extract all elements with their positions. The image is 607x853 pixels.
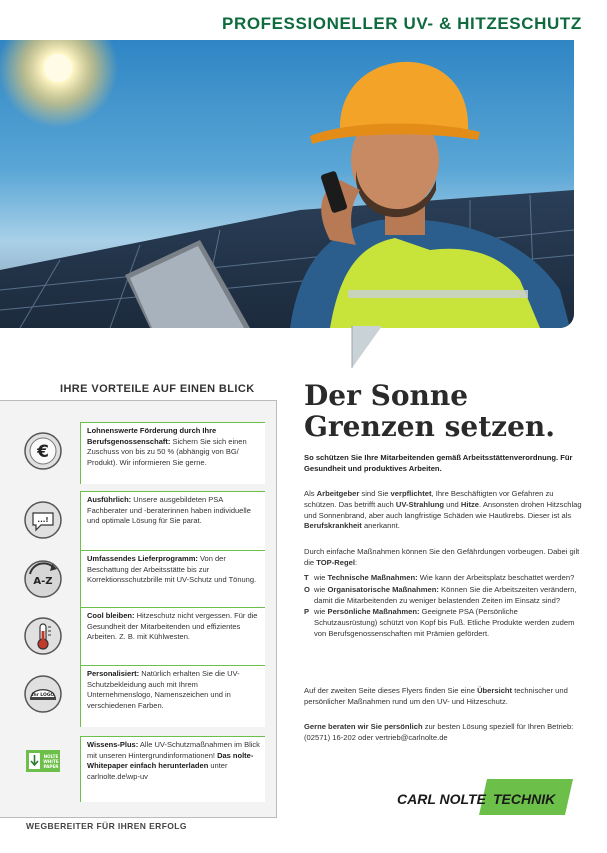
whitepaper-url[interactable]: unter carlnolte.de\wp-uv bbox=[87, 761, 228, 781]
top-item-technical: T wie Technische Maßnahmen: Wie kann der Arbeitsplatz beschattet werden? bbox=[304, 573, 575, 582]
whitepaper-download-icon bbox=[24, 746, 62, 784]
svg-text:€: € bbox=[37, 442, 49, 462]
headline bbox=[304, 380, 555, 442]
svg-text:TECHNIK: TECHNIK bbox=[493, 791, 556, 807]
svg-text:...!: ...! bbox=[37, 516, 49, 524]
benefit-heading: Lohnenswerte Förderung durch Ihre Berufsgenossenschaft: bbox=[87, 426, 217, 446]
benefit-heading: Ausführlich: bbox=[87, 495, 132, 504]
benefit-heading: Wissens-Plus: bbox=[87, 740, 139, 749]
benefit-heading: Cool bleiben: bbox=[87, 611, 135, 620]
top-item-personal: P wie Persönliche Maßnahmen: Geeignete PSA (Persönliche Schutzausrüstung) schützt von Kopf bis Fuß. Etliche Produkte werden zudem von Berufsgenossenschaften mit Prämien gefördert. bbox=[304, 607, 575, 638]
benefit-card bbox=[80, 422, 265, 484]
logo-cap-icon bbox=[24, 675, 62, 713]
top-rule-list bbox=[304, 573, 582, 641]
paragraph-overview: Auf der zweiten Seite dieses Flyers finden Sie eine Übersicht technischer und persönlicher Maßnahmen rund um den UV- und Hitzeschutz. bbox=[304, 686, 568, 706]
hero-speech-tail bbox=[350, 326, 384, 370]
euro-coin-icon bbox=[24, 432, 62, 470]
whitepaper-download-text: Das nolte-Whitepaper einfach herunterladen bbox=[87, 750, 254, 771]
benefit-item-personalized bbox=[0, 665, 277, 735]
benefit-text: Sichern Sie sich einen Zuschuss von bis zu 50 % (abhängig von BG/ Produkt). Wir informieren Sie gerne. bbox=[87, 436, 247, 467]
benefit-card bbox=[80, 665, 265, 727]
benefits-panel bbox=[0, 378, 277, 826]
benefit-card bbox=[80, 736, 265, 802]
benefit-text: Von der Beschattung der Arbeitsstätte bis zur Korrektionsschutzbrille mit UV-Schutz und Tönung. bbox=[87, 554, 257, 585]
thermometer-icon bbox=[24, 617, 62, 655]
page-header-title: PROFESSIONELLER UV- & HITZESCHUTZ bbox=[222, 14, 582, 33]
benefit-text: Alle UV-Schutzmaßnahmen im Blick mit unseren Hintergrundinformationen! bbox=[87, 740, 260, 760]
a-z-icon bbox=[24, 560, 62, 598]
benefit-heading: Personalisiert: bbox=[87, 669, 140, 678]
svg-text:CARL NOLTE: CARL NOLTE bbox=[397, 791, 486, 807]
benefit-heading: Umfassendes Lieferprogramm: bbox=[87, 554, 198, 563]
svg-text:Ihr LOGO: Ihr LOGO bbox=[31, 693, 55, 698]
paragraph-top-intro: Durch einfache Maßnahmen können Sie den Gefährdungen vorbeugen. Dabei gilt die TOP-Regel: bbox=[304, 547, 580, 567]
hero-image bbox=[0, 40, 574, 328]
hero-illustration bbox=[0, 40, 574, 328]
svg-text:PAPER: PAPER bbox=[43, 764, 59, 769]
benefit-text: Natürlich erhalten Sie die UV-Schutzbekleidung auch mit Ihrem Unternehmenslogo, Namenszeichen und in verschiedenen Farben. bbox=[87, 669, 240, 710]
benefit-card bbox=[80, 607, 265, 669]
benefit-item-funding bbox=[0, 422, 277, 492]
paragraph-contact[interactable]: Gerne beraten wir Sie persönlich zur besten Lösung speziell für Ihren Betrieb: (02571) 16-202 oder vertrieb@carlnolte.de bbox=[304, 722, 574, 742]
speech-bubble-icon bbox=[24, 501, 62, 539]
headline-line-2: Grenzen setzen. bbox=[304, 410, 555, 443]
benefits-title: IHRE VORTEILE AUF EINEN BLICK bbox=[60, 383, 255, 395]
lead-paragraph: So schützen Sie Ihre Mitarbeitenden gemäß Arbeitsstättenverordnung. Für Gesundheit und produktives Arbeiten. bbox=[304, 453, 573, 473]
paragraph-obligation: Als Arbeitgeber sind Sie verpflichtet, Ihre Beschäftigten vor Gefahren zu schützen. Das betrifft auch UV-Strahlung und Hitze. Ansonsten drohen Hitzschlag und Sonnenbrand, aber auch langfristige Schäden wie Hautkrebs. Dieser ist als Berufskrankheit anerkannt. bbox=[304, 489, 582, 531]
carl-nolte-technik-logo bbox=[395, 779, 575, 815]
svg-text:NOLTE: NOLTE bbox=[43, 754, 59, 759]
benefit-text: Hitzeschutz nicht vergessen. Für die Gesundheit der Mitarbeitenden und effizientes Arbeiten. Z. B. mit Kühlwesten. bbox=[87, 611, 258, 642]
benefit-card bbox=[80, 550, 265, 612]
footer-slogan: WEGBEREITER FÜR IHREN ERFOLG bbox=[26, 821, 187, 831]
benefit-item-whitepaper bbox=[0, 736, 277, 806]
headline-line-1: Der Sonne bbox=[304, 379, 469, 412]
svg-text:A-Z: A-Z bbox=[33, 576, 53, 587]
svg-text:WHITE: WHITE bbox=[43, 759, 59, 764]
benefit-text: Unsere ausgebildeten PSA Fachberater und -beraterinnen haben individuelle und optimale Lösung für Sie parat. bbox=[87, 495, 251, 526]
benefit-card bbox=[80, 491, 265, 553]
top-item-organisational: O wie Organisatorische Maßnahmen: Können Sie die Arbeitszeiten verändern, damit die Mitarbeitenden zu weniger belastenden Zeiten im Einsatz sind? bbox=[304, 584, 577, 605]
